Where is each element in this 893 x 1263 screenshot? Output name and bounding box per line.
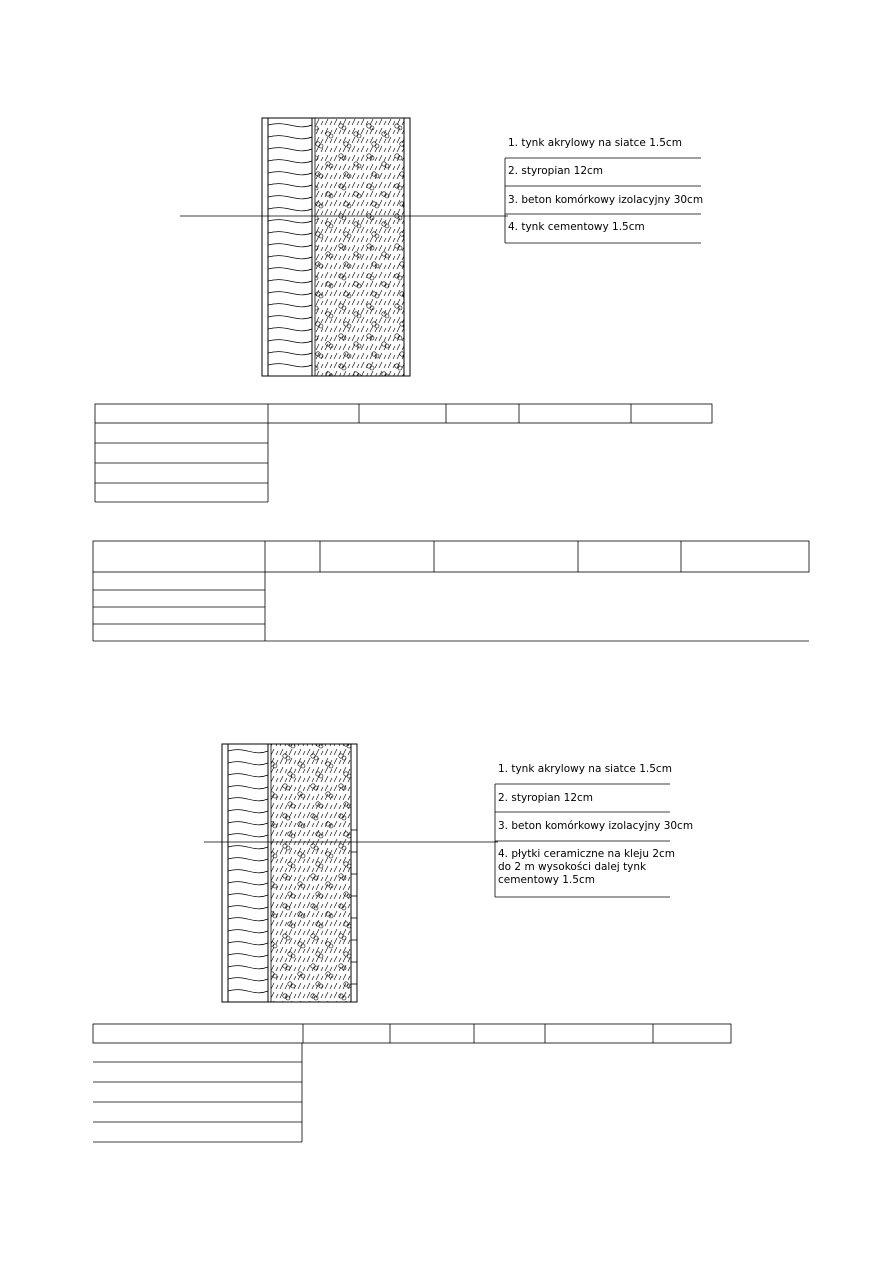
section1-wall xyxy=(262,118,410,376)
section1-layer-2-label: 2. styropian 12cm xyxy=(508,165,604,177)
section2-layer-1-label: 1. tynk akrylowy na siatce 1.5cm xyxy=(498,763,672,775)
section1-layer-4-label: 4. tynk cementowy 1.5cm xyxy=(508,221,645,233)
section2-layer-2-label: 2. styropian 12cm xyxy=(498,792,594,804)
section1-insulation-waves xyxy=(268,124,312,367)
section2-concrete-aggregate xyxy=(271,744,351,1002)
section2-layer-4-label: 4. płytki ceramiczne na kleju 2cm do 2 m wysokości dalej tynk cementowy 1.5cm xyxy=(498,848,676,886)
section1-concrete-aggregate xyxy=(315,118,404,376)
section2-wall xyxy=(222,744,357,1002)
section2-table xyxy=(93,1024,731,1142)
section2-legend-lines xyxy=(495,784,670,897)
section1-table-a xyxy=(95,404,712,502)
section2-layer-3-label: 3. beton komórkowy izolacyjny 30cm xyxy=(498,820,694,832)
section1-layer-3-label: 3. beton komórkowy izolacyjny 30cm xyxy=(508,194,704,206)
section1-legend-lines xyxy=(505,158,704,243)
section1-table-b xyxy=(93,541,809,641)
section1-layer-1-label: 1. tynk akrylowy na siatce 1.5cm xyxy=(508,137,682,149)
section2-tile-joints xyxy=(351,830,357,984)
section2-insulation-waves xyxy=(228,750,268,993)
